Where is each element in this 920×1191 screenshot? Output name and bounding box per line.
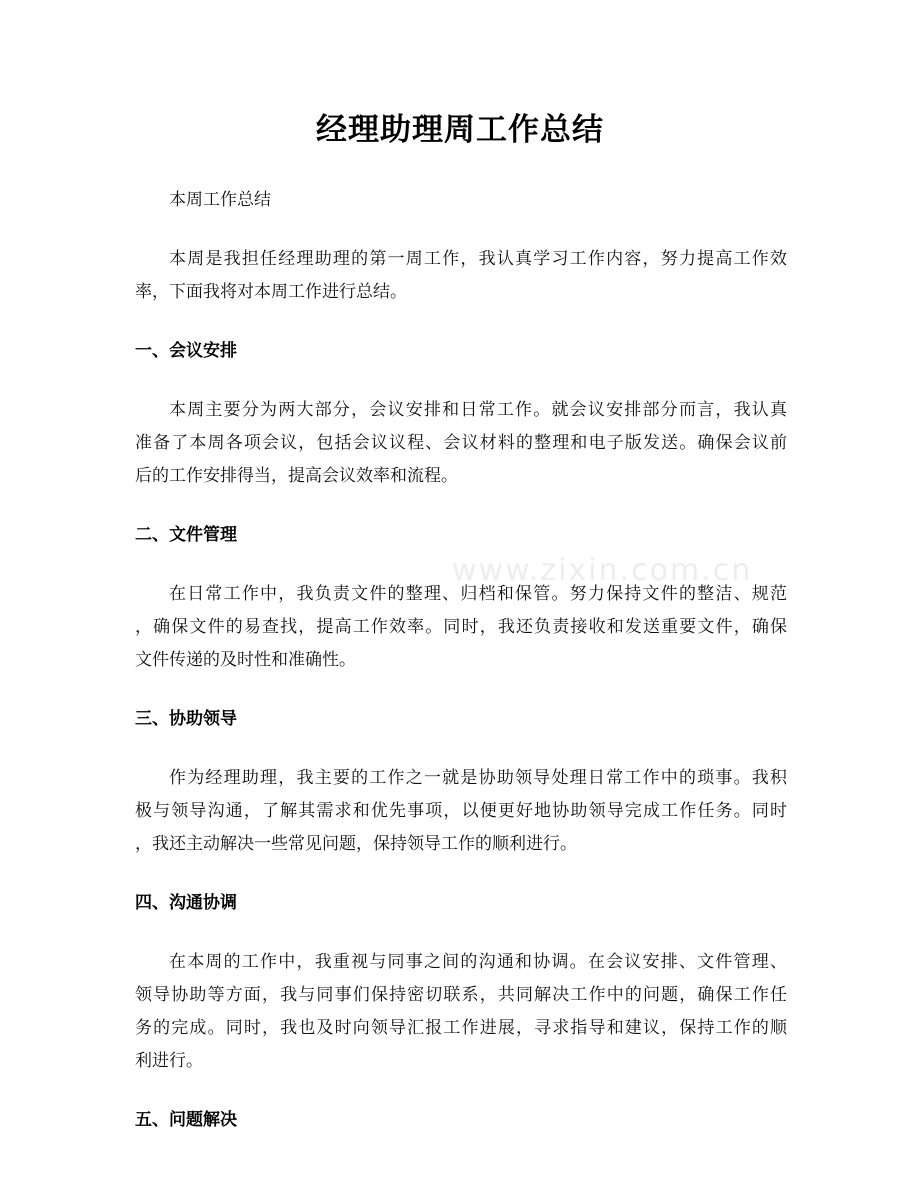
paragraph-line: 极与领导沟通，了解其需求和优先事项，以便更好地协助领导完成工作任务。同时 (135, 801, 787, 821)
paragraph (135, 184, 787, 217)
paragraph-line: 务的完成。同时，我也及时向领导汇报工作进展，寻求指导和建议，保持工作的顺 (135, 1018, 787, 1038)
paragraph-line: 准备了本周各项会议，包括会议议程、会议材料的整理和电子版发送。确保会议前 (135, 433, 787, 453)
watermark-text: www.zixin.com.cn (452, 553, 753, 588)
paragraph-line: 本周主要分为两大部分，会议安排和日常工作。就会议安排部分而言，我认真 (169, 400, 787, 420)
paragraph-line: 利进行。 (135, 1051, 203, 1071)
document-body (135, 184, 787, 1163)
paragraph-line: 在本周的工作中，我重视与同事之间的沟通和协调。在会议安排、文件管理、 (169, 952, 787, 972)
document-title: 经理助理周工作总结 (316, 112, 604, 148)
paragraph (135, 394, 787, 493)
paragraph-line: 领导协助等方面，我与同事们保持密切联系，共同解决工作中的问题，确保工作任 (135, 985, 787, 1005)
paragraph-line: 本周是我担任经理助理的第一周工作，我认真学习工作内容，努力提高工作效 (169, 249, 787, 269)
paragraph (135, 946, 787, 1078)
paragraph-line: ，确保文件的易查找，提高工作效率。同时，我还负责接收和发送重要文件，确保 (135, 617, 787, 637)
paragraph-line: 率，下面我将对本周工作进行总结。 (135, 282, 407, 302)
section-heading: 五、问题解决 (135, 1110, 237, 1130)
paragraph-line: 后的工作安排得当，提高会议效率和流程。 (135, 466, 458, 486)
section-heading: 三、协助领导 (135, 709, 237, 729)
section-heading: 四、沟通协调 (135, 893, 237, 913)
paragraph-line: ，我还主动解决一些常见问题，保持领导工作的顺利进行。 (135, 834, 577, 854)
paragraph-line: 本周工作总结 (169, 190, 271, 210)
paragraph-line: 文件传递的及时性和准确性。 (135, 650, 356, 670)
paragraph (135, 243, 787, 309)
paragraph (135, 762, 787, 861)
paragraph-line: 在日常工作中，我负责文件的整理、归档和保管。努力保持文件的整洁、规范 (169, 584, 787, 604)
section-heading: 一、会议安排 (135, 341, 237, 361)
section-heading: 二、文件管理 (135, 525, 237, 545)
paragraph (135, 578, 787, 677)
paragraph-line: 作为经理助理，我主要的工作之一就是协助领导处理日常工作中的琐事。我积 (169, 768, 787, 788)
